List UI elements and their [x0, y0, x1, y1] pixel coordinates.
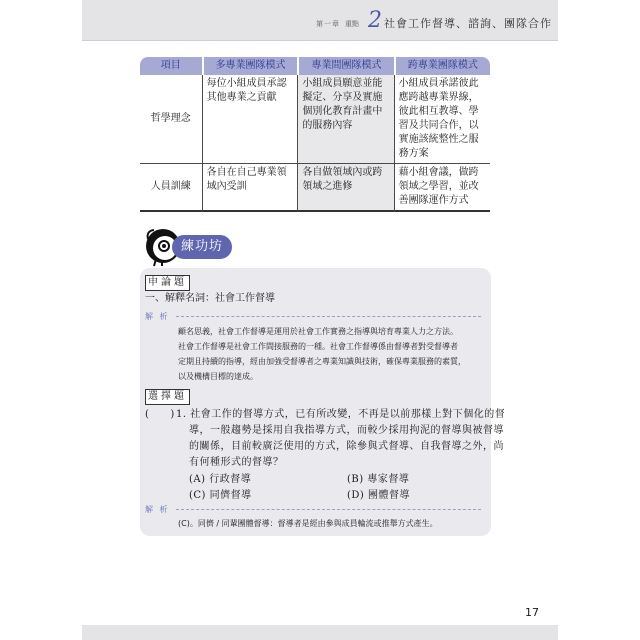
- cell-line: 小組成員願意並能: [302, 78, 383, 89]
- table-row: [140, 75, 490, 164]
- mc-answer: (C)。同儕 / 同輩團體督導：督導者是經由參與成員輪流或推舉方式產生。: [178, 519, 438, 528]
- essay-answer-line: 定期且持續的指導，經由加強受督導者之專業知識與技術，確保專業服務的素質，: [178, 357, 466, 366]
- cell-line: 領域之進修: [302, 181, 353, 192]
- essay-answer-line: 社會工作督導是社會工作間接服務的一種。社會工作督導係由督導者對受督導者: [178, 342, 458, 351]
- header-chapter: 第一章: [316, 20, 340, 28]
- table-header-cell: 專業間團隊模式: [297, 57, 393, 75]
- table-header-cell: 跨專業團隊模式: [394, 57, 490, 75]
- cell-line: 域內受訓: [206, 181, 247, 192]
- cell-line: 的服務內容: [302, 120, 353, 131]
- table-cell: [202, 75, 298, 164]
- question-line: 的關係，目前較廣泛使用的方式，除參與式督導、自我督導之外，尚: [189, 441, 504, 452]
- practice-box: [140, 268, 506, 536]
- essay-question: 一、解釋名詞：社會工作督導: [145, 293, 275, 304]
- header-section-number: 2: [368, 8, 382, 33]
- header-title: 社會工作督導、諮詢、團隊合作: [384, 17, 552, 30]
- table-row: [140, 164, 490, 212]
- cell-line: 擬定、分享及實施: [302, 92, 383, 103]
- table-header-cell: 多專業團隊模式: [202, 57, 298, 75]
- comparison-table: [140, 57, 490, 212]
- cell-line: 習及共同合作，以: [398, 120, 479, 131]
- practice-banner: 練功坊: [172, 235, 232, 259]
- option-d: (D) 團體督導: [347, 490, 410, 501]
- multiple-choice-tag: 選擇題: [145, 389, 190, 405]
- option-a: (A) 行政督導: [189, 474, 252, 485]
- cell-line: 善團隊運作方式: [398, 195, 469, 206]
- cell-line: 務方案: [398, 148, 429, 159]
- table-cell: [394, 75, 490, 164]
- question-line: 1. 社會工作的督導方式，已有所改變，不再是以前那樣上對下個化的督: [176, 409, 506, 420]
- cell-line: 應跨越專業界線，: [398, 92, 479, 103]
- table-cell: [297, 164, 393, 212]
- table-cell: [297, 75, 393, 164]
- cell-line: 領域之學習，並改: [398, 181, 479, 192]
- analysis-divider: [176, 316, 481, 317]
- cell-line: 每位小組成員承認: [206, 78, 287, 89]
- analysis-label: 解 析: [145, 505, 170, 514]
- answer-paren: ( ): [145, 409, 175, 420]
- header-section: 重點: [345, 20, 359, 28]
- table-cell: [202, 164, 298, 212]
- page-number: 17: [525, 606, 539, 619]
- cell-line: 個別化教育計畫中: [302, 106, 383, 117]
- essay-answer-line: 以及機構目標的達成。: [178, 372, 258, 381]
- table-cell: [394, 164, 490, 212]
- cell-line: 藉小組會議，做跨: [398, 167, 479, 178]
- analysis-divider: [176, 509, 481, 510]
- cell-line: 其他專業之貢獻: [206, 92, 277, 103]
- analysis-label: 解 析: [145, 312, 170, 321]
- cell-line: 各自在自己專業領: [206, 167, 287, 178]
- question-line: 導，一般趨勢是採用自我指導方式，而較少採用拘泥的督導與被督導: [189, 425, 504, 436]
- table-header-row: [140, 57, 490, 75]
- essay-answer-line: 顧名思義，社會工作督導是運用於社會工作實務之指導與培育專業人力之方法。: [178, 327, 458, 336]
- cell-line: 小組成員承諾彼此: [398, 78, 479, 89]
- header-rule: [82, 40, 558, 41]
- essay-tag: 申論題: [145, 275, 190, 291]
- row-label: 哲學理念: [140, 75, 202, 164]
- row-label: 人員訓練: [140, 164, 202, 212]
- footer-band: [82, 625, 558, 640]
- cell-line: 彼此相互教導、學: [398, 106, 479, 117]
- option-b: (B) 專家督導: [347, 474, 410, 485]
- option-c: (C) 同儕督導: [189, 490, 252, 501]
- cell-line: 各自做領域內或跨: [302, 167, 383, 178]
- table-header-cell: 項目: [140, 57, 202, 75]
- question-line: 有何種形式的督導？: [189, 457, 284, 468]
- cell-line: 實施該統整性之服: [398, 134, 479, 145]
